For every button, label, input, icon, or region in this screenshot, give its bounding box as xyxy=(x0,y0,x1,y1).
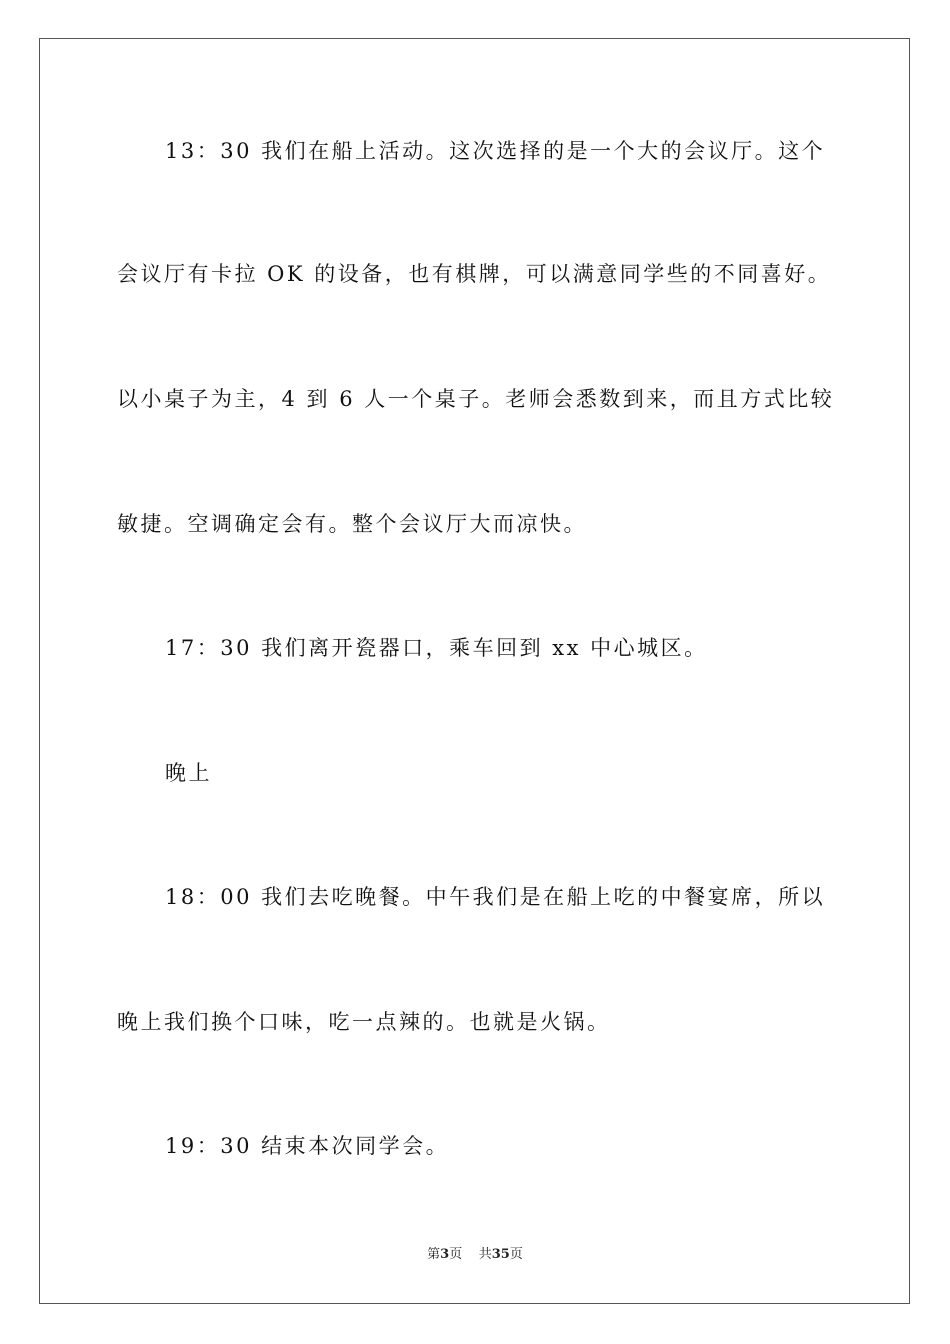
footer-total-prefix: 共 xyxy=(478,1247,492,1262)
paragraph-line-7: 晚上我们换个口味，吃一点辣的。也就是火锅。 xyxy=(117,1010,611,1034)
footer-total-suffix: 页 xyxy=(509,1247,523,1262)
paragraph-line-1: 13：30 我们在船上活动。这次选择的是一个大的会议厅。这个 xyxy=(165,139,826,163)
paragraph-line-3: 以小桌子为主，4 到 6 人一个桌子。老师会悉数到来，而且方式比较 xyxy=(117,387,835,411)
footer-page-prefix: 第 xyxy=(427,1247,441,1262)
paragraph-line-5: 17：30 我们离开瓷器口，乘车回到 xx 中心城区。 xyxy=(165,636,708,660)
paragraph-line-4: 敏捷。空调确定会有。整个会议厅大而凉快。 xyxy=(117,512,587,536)
paragraph-line-8: 19：30 结束本次同学会。 xyxy=(165,1134,450,1158)
footer-page-suffix: 页 xyxy=(449,1247,463,1262)
section-heading-evening: 晚上 xyxy=(165,761,212,785)
paragraph-line-6: 18：00 我们去吃晚餐。中午我们是在船上吃的中餐宴席，所以 xyxy=(165,885,826,909)
footer-page-number: 3 xyxy=(440,1247,450,1262)
page-footer xyxy=(0,1245,950,1265)
paragraph-line-2: 会议厅有卡拉 OK 的设备，也有棋牌，可以满意同学些的不同喜好。 xyxy=(117,262,832,286)
page-border xyxy=(39,38,910,1304)
footer-total-pages: 35 xyxy=(491,1247,510,1262)
